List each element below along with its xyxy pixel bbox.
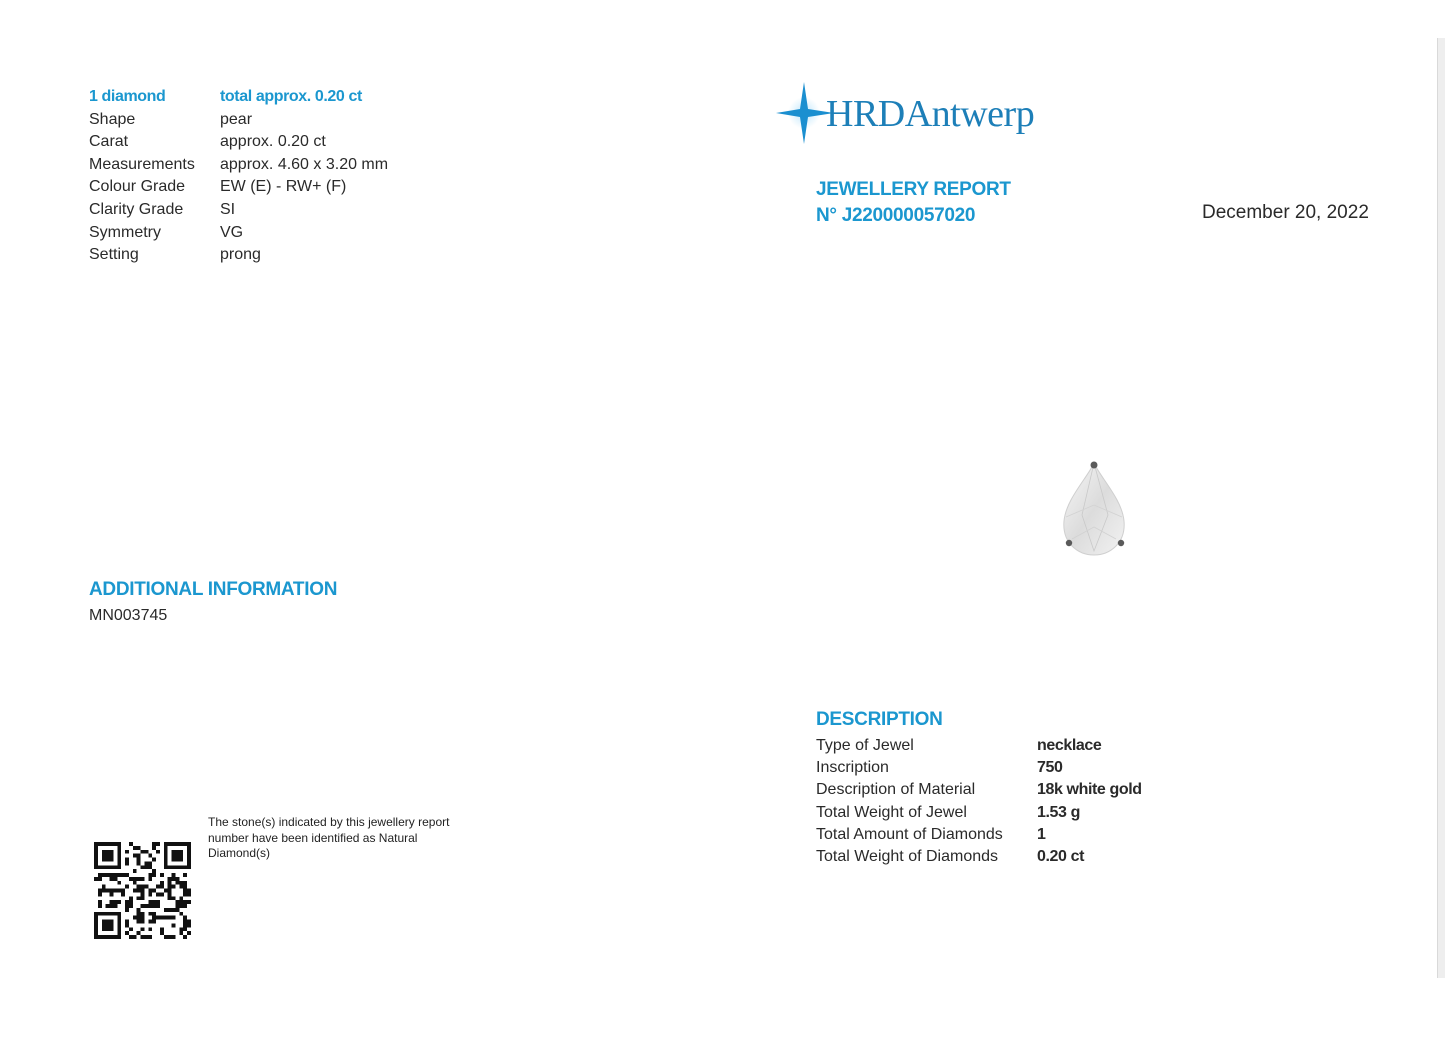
stone-value: pear bbox=[220, 110, 253, 128]
description-row bbox=[816, 735, 1142, 757]
description-label: Total Amount of Diamonds bbox=[816, 825, 1003, 843]
stone-total-weight: total approx. 0.20 ct bbox=[220, 88, 362, 105]
description-value: 1.53 g bbox=[1037, 803, 1080, 821]
pear-diamond-icon bbox=[1052, 455, 1136, 565]
stone-row-clarity bbox=[89, 199, 388, 222]
description-row bbox=[816, 824, 1142, 846]
stone-label: Shape bbox=[89, 110, 136, 128]
additional-info-value: MN003745 bbox=[89, 607, 168, 624]
description-row bbox=[816, 757, 1142, 779]
natural-diamond-note: The stone(s) indicated by this jewellery report number have been identified as Natural Diamond(s) bbox=[208, 815, 450, 860]
stone-row-carat bbox=[89, 131, 388, 154]
stone-label: Measurements bbox=[89, 155, 195, 173]
stone-count: 1 diamond bbox=[89, 88, 166, 105]
description-row bbox=[816, 846, 1142, 868]
description-title: DESCRIPTION bbox=[816, 709, 943, 730]
stone-value: EW (E) - RW+ (F) bbox=[220, 178, 347, 196]
additional-info-title: ADDITIONAL INFORMATION bbox=[89, 579, 338, 600]
page-edge bbox=[1437, 38, 1445, 978]
description-label: Total Weight of Diamonds bbox=[816, 847, 999, 865]
description-row bbox=[816, 802, 1142, 824]
description-row bbox=[816, 779, 1142, 801]
stone-value: prong bbox=[220, 246, 261, 264]
report-date: December 20, 2022 bbox=[1202, 202, 1369, 223]
stone-label: Colour Grade bbox=[89, 178, 186, 196]
stone-value: approx. 0.20 ct bbox=[220, 133, 326, 151]
description-label: Type of Jewel bbox=[816, 737, 914, 754]
description-value: 750 bbox=[1037, 759, 1063, 777]
stone-row-colour bbox=[89, 176, 388, 199]
description-value: necklace bbox=[1037, 737, 1102, 754]
stone-label: Carat bbox=[89, 133, 129, 151]
description-value: 1 bbox=[1037, 825, 1046, 843]
stone-row-symmetry bbox=[89, 222, 388, 245]
stone-heading-row bbox=[89, 86, 388, 109]
description-label: Inscription bbox=[816, 759, 889, 777]
stone-label: Clarity Grade bbox=[89, 200, 184, 218]
logo-text: HRDAntwerp bbox=[826, 93, 1035, 135]
report-number: N° J220000057020 bbox=[816, 205, 976, 226]
stone-row-shape bbox=[89, 109, 388, 132]
report-title-block bbox=[816, 177, 1011, 229]
description-label: Description of Material bbox=[816, 781, 976, 799]
stone-value: approx. 4.60 x 3.20 mm bbox=[220, 155, 389, 173]
report-title: JEWELLERY REPORT bbox=[816, 179, 1011, 200]
description-value: 0.20 ct bbox=[1037, 847, 1085, 865]
description-value: 18k white gold bbox=[1037, 781, 1142, 799]
description-label: Total Weight of Jewel bbox=[816, 803, 967, 821]
stone-label: Setting bbox=[89, 246, 139, 264]
stone-value: SI bbox=[220, 200, 236, 218]
hrd-antwerp-logo bbox=[776, 80, 1066, 150]
stone-row-measurements bbox=[89, 154, 388, 177]
description-table bbox=[816, 735, 1142, 868]
qr-code-icon[interactable] bbox=[94, 842, 191, 939]
stone-value: VG bbox=[220, 223, 244, 241]
stone-label: Symmetry bbox=[89, 223, 161, 241]
stone-row-setting bbox=[89, 244, 388, 267]
stone-details-table bbox=[89, 86, 388, 267]
